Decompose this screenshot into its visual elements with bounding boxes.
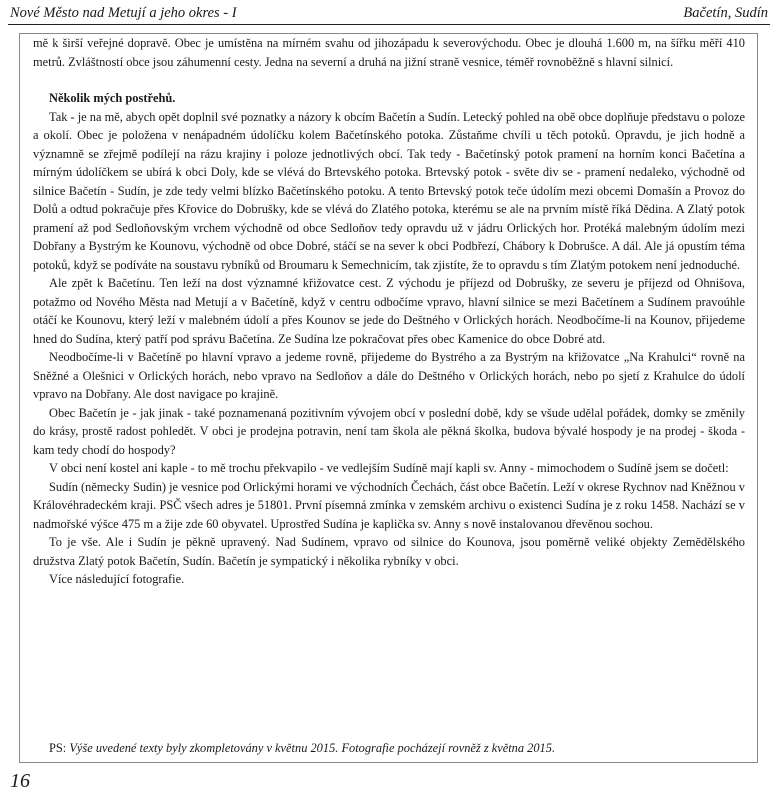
paragraph-summary: To je vše. Ale i Sudín je pěkně upravený. Nad Sudínem, vpravo od silnice do Kounova, jsou poměrně veliké objekty Zemědělského družstva Zlatý potok Bačetín, Sudín. Bačetín je sympatický i několika rybníky v obci. bbox=[33, 535, 745, 568]
paragraph-route: Neodbočíme-li v Bačetíně po hlavní vpravo a jedeme rovně, přijedeme do Bystrého a za Bystrým na křižovatce „Na Krahulci“ rovně na Sněžné a Olešnici v Orlických horách, nebo vpravo na Sedloňov a dále do Deštného v Orlických horách, nebo po sjetí z Krahulce do údolí vpravo na Dobřany. Ale dost navigace po krajině. bbox=[33, 350, 745, 401]
article-body bbox=[33, 34, 745, 589]
section-heading: Několik mých postřehů. bbox=[49, 91, 176, 105]
paragraph-sudin: Sudín (německy Sudin) je vesnice pod Orlickými horami ve východních Čechách, část obce Bačetín. Leží v okrese Rychnov nad Kněžnou v Královéhradeckém kraji. PSČ všech adres je 51801. První písemná zmínka v zemském archivu o existenci Sudína je z roku 1458. Nachází se v nadmořské výšce 475 m a žije zde 60 obyvatel. Uprostřed Sudína je kaplička sv. Anny s nově instalovanou dřevěnou sochou. bbox=[33, 479, 745, 531]
header-publication-title: Nové Město nad Metují a jeho okres - I bbox=[10, 5, 237, 21]
postscript-label: PS: bbox=[49, 741, 67, 755]
postscript-text: Výše uvedené texty byly zkompletovány v květnu 2015. Fotografie pocházejí rovněž z května 2015. bbox=[69, 741, 556, 755]
intro-paragraph: mě k širší veřejné dopravě. Obec je umístěna na mírném svahu od jihozápadu k severovýchodu. Obec je dlouhá 1.600 m, na šířku měří 410 metrů. Zvláštností obce jsou záhumenní cesty. Jedna na severní a druhá na jižní straně vesnice, téměř rovnoběžně s hlavní silnicí. bbox=[33, 36, 745, 69]
header-rule bbox=[8, 24, 770, 25]
paragraph-crossroads: Ale zpět k Bačetínu. Ten leží na dost významné křižovatce cest. Z východu je příjezd od Dobrušky, ze severu je příjezd od Ohnišova, potažmo od Nového Města nad Metují a v Bačetíně, když v centru odbočíme vpravo, hlavní silnice se mezi Bačetínem a Sudínem pravoúhle otáčí ke Kounovu, který leží v malebném údolí a přes Kounov se jede do Deštného v Orlických horách. Neodbočíme-li na Kounov, přijedeme hned do Sudína, který patří pod správu Bačetína. Ze Sudína lze pokračovat přes obec Kamenice do obce Dobré atd. bbox=[33, 276, 745, 346]
paragraph-chapel: V obci není kostel ani kaple - to mě trochu překvapilo - ve vedlejším Sudíně mají kapli sv. Anny - mimochodem o Sudíně jsem se dočetl: bbox=[49, 461, 729, 475]
postscript-note bbox=[49, 739, 749, 757]
page-number: 16 bbox=[10, 770, 30, 792]
paragraph-photos: Více následující fotografie. bbox=[49, 572, 185, 586]
page-header bbox=[10, 3, 768, 25]
paragraph-village: Obec Bačetín je - jak jinak - také poznamenaná pozitivním vývojem obcí v poslední době, kdy se všude udělal pořádek, domky se změnily do krásy, prostě radost pohledět. V obci je prodejna potravin, není tam škola ale pěkná školka, budova bývalé hospody je na prodej - škoda - kam tedy chodí do hospody? bbox=[33, 405, 745, 457]
paragraph-streams: Tak - je na mě, abych opět doplnil své poznatky a názory k obcím Bačetín a Sudín. Letecký pohled na obě obce doplňuje představu o poloze a okolí. Obec je položena v nenápadném údolíčku kolem Bačetínského potoka. Zůstaňme chvíli u těch potoků. Opravdu, je jich hodně a významně se zřejmě podílejí na rázu krajiny i poloze jednotlivých obcí. Tak tedy - Bačetínský potok pramení na horním konci Bačetína a mírným údolíčkem se ubírá k obci Doly, kde se vlévá do Brtevského potoka. Brtevský potok - světe div se - pramení nedaleko, východně od silnice Bačetín - Sudín, je zde tedy velmi blízko Bačetínského potoku. A tento Brtevský potok teče údolím mezi obcemi Domašín a Provoz do Dolů a odtud pokračuje přes Křovice do Dobrušky, kde se vlévá do Zlatého potoka, kterému se ale na prvním místě říká Dědina. A Zlatý potok pramení až pod Sedloňovským vrchem východně od obce Sedloňov tedy opravdu už v jádru Orlických hor. Protéká malebným údolím mezi Dobřany a Bystrým ke Kounovu, východně od obce Dobré, stáčí se na sever k obci Podbřezí, Chábory k Dobrušce. A dál. Ale já opustím téma potoků, když se podíváte na soustavu rybníků od Broumaru k Semechnicím, tak zjistíte, že to opravdu s tím Zlatým potokem není jednoduché. bbox=[33, 109, 745, 272]
header-section-title: Bačetín, Sudín bbox=[683, 5, 768, 21]
